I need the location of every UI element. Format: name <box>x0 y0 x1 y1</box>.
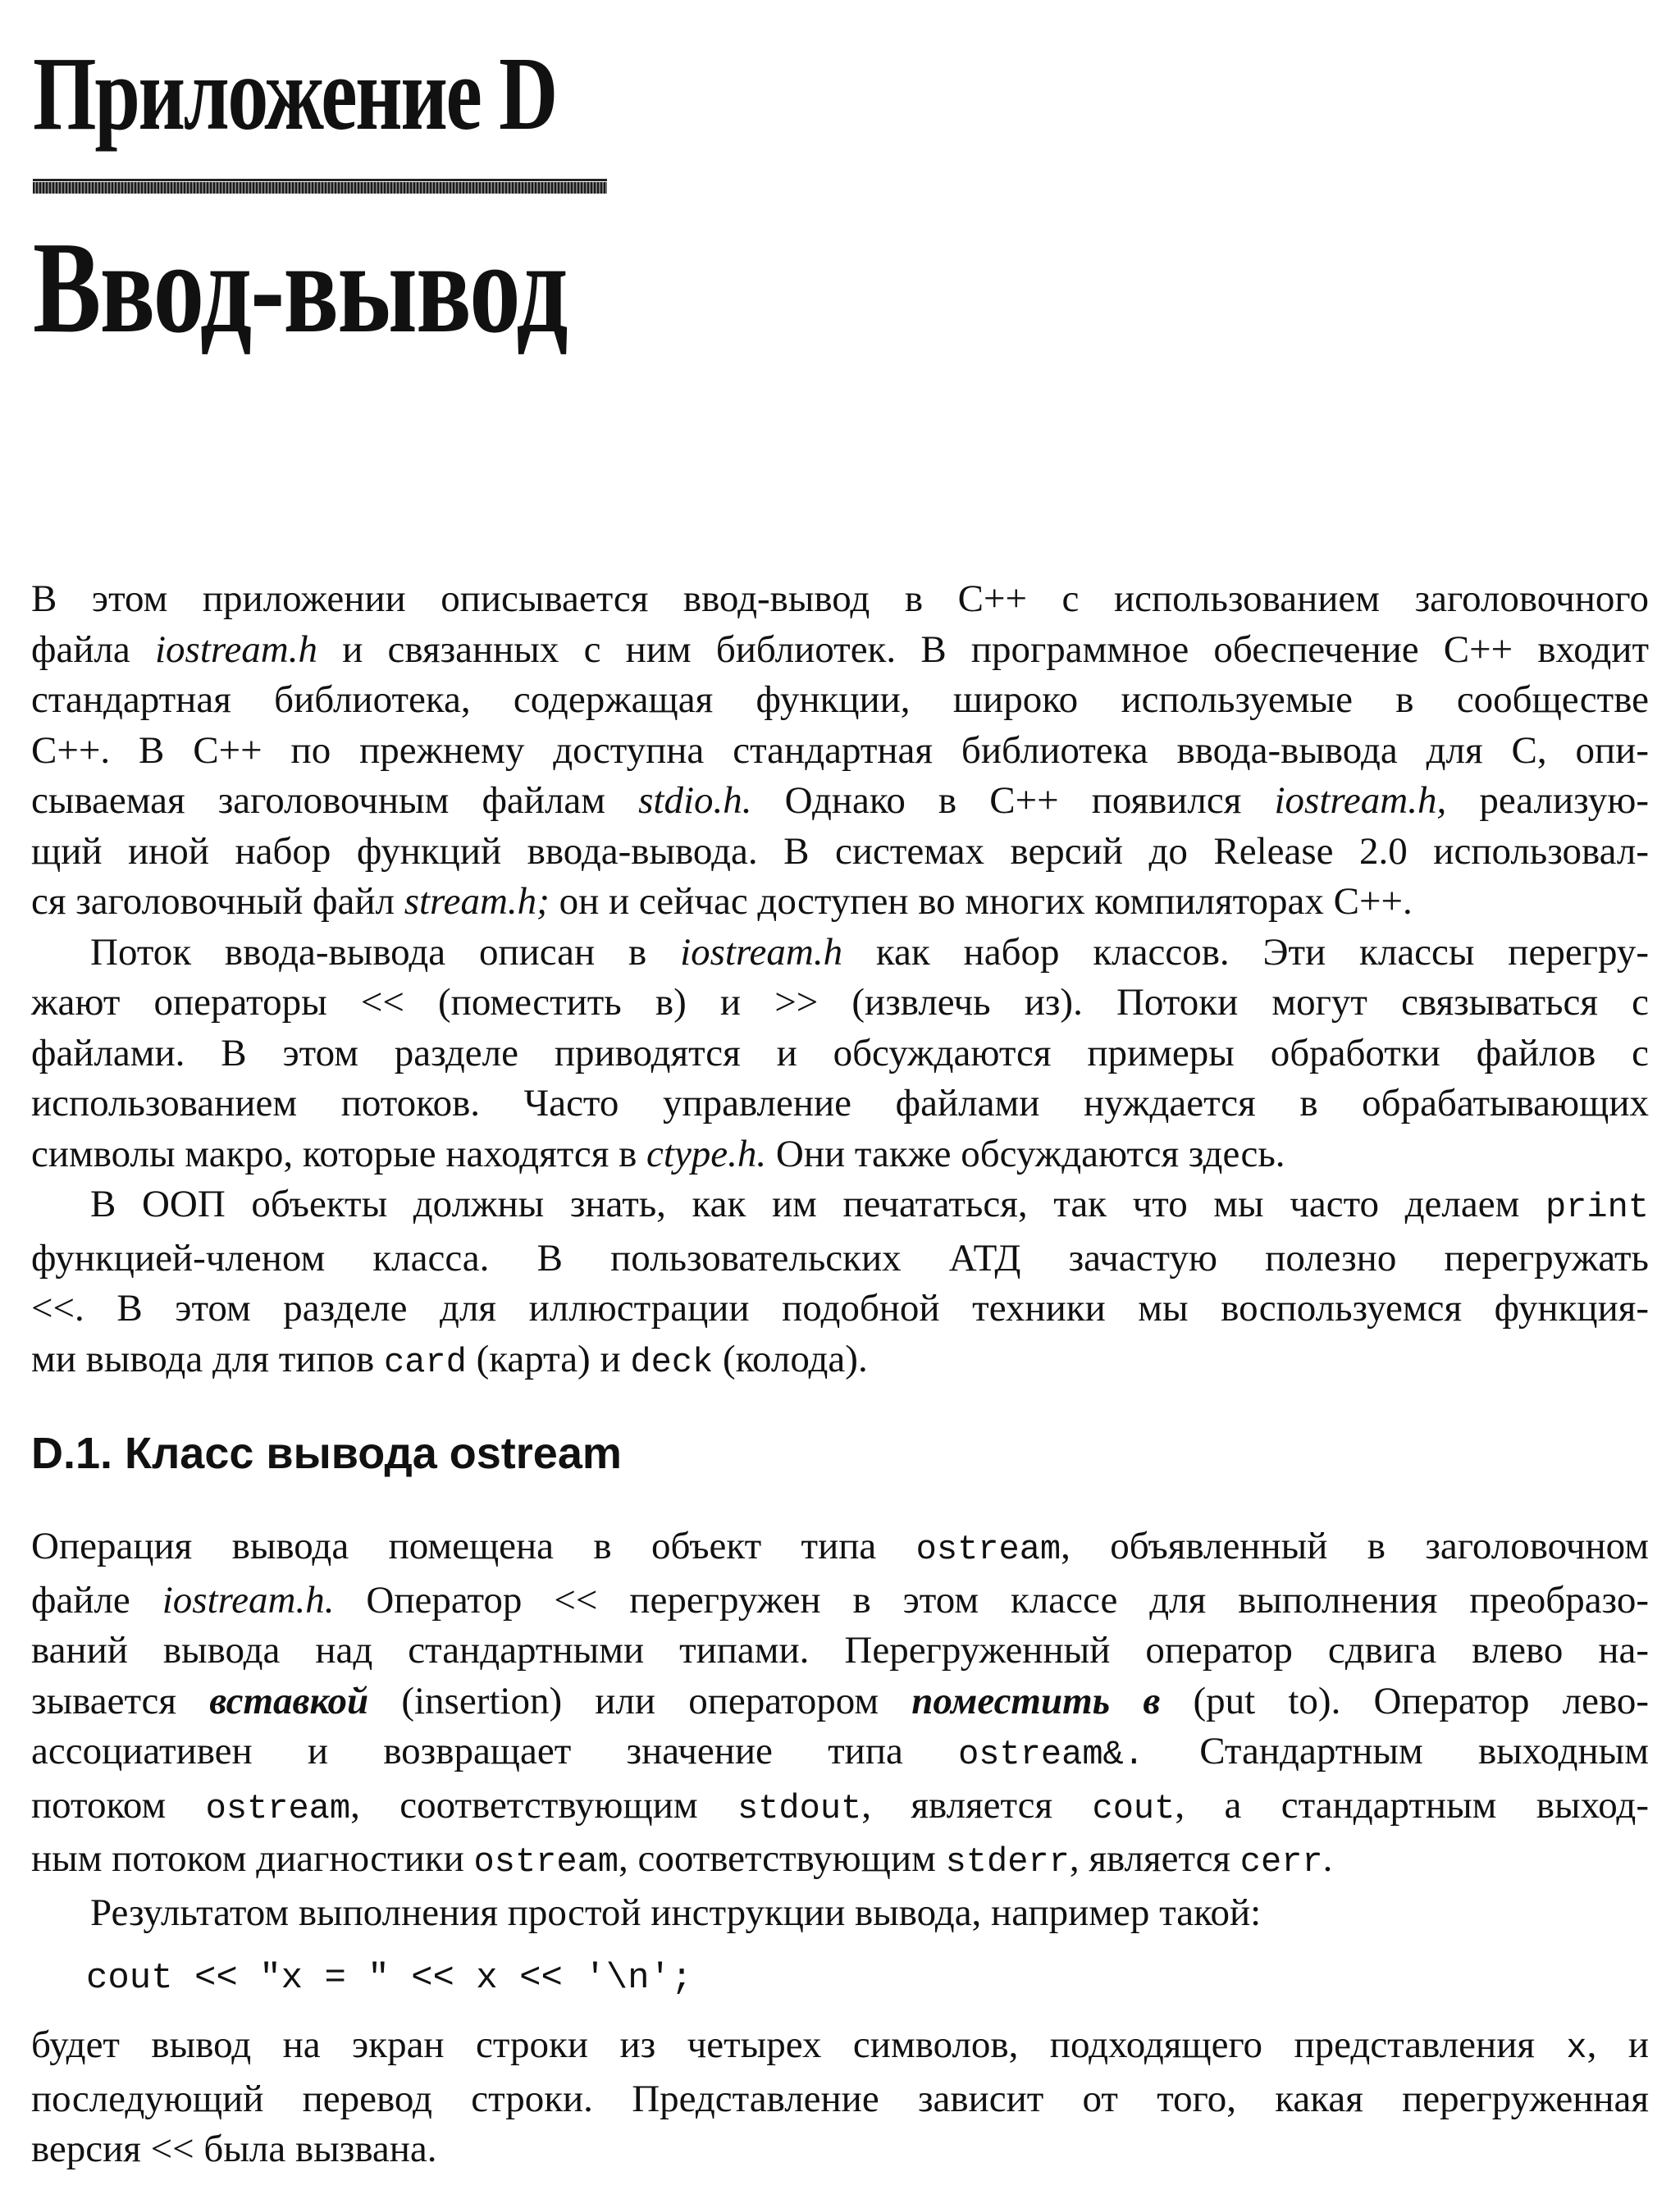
text-run: cout <box>1092 1788 1176 1828</box>
section-text-continued <box>31 2020 1649 2175</box>
text-run: print <box>1545 1188 1649 1227</box>
text-run: Оператор << перегружен в этом классе для выполнения преобразо- <box>334 1578 1649 1622</box>
text-line <box>31 1626 1649 1677</box>
text-run: , является <box>1069 1837 1240 1880</box>
text-run: вставкой <box>209 1679 369 1722</box>
text-line <box>31 726 1649 777</box>
text-run: файле <box>31 1578 162 1622</box>
text-run: ctype.h. <box>646 1132 767 1175</box>
text-run: поместить в <box>911 1679 1161 1722</box>
text-run: файлами. В этом разделе приводятся и обсуждаются примеры обработки файлов с <box>31 1031 1649 1074</box>
text-line <box>31 675 1649 726</box>
text-run: , является <box>861 1783 1093 1827</box>
text-line <box>31 1234 1649 1284</box>
text-line <box>31 877 1649 928</box>
text-run: (колода). <box>713 1337 868 1380</box>
text-run: В этом приложении описывается ввод-вывод в C++ с использованием заголовочного <box>31 577 1649 620</box>
text-line <box>31 1334 1649 1389</box>
text-line <box>31 1029 1649 1079</box>
text-run: stdout <box>737 1788 862 1828</box>
text-run: iostream.h <box>154 627 317 671</box>
text-run: символы макро, которые находятся в <box>31 1132 647 1175</box>
text-run: , и <box>1586 2023 1649 2066</box>
text-run: deck <box>630 1342 714 1382</box>
text-run: потоком <box>31 1783 206 1827</box>
text-run: Поток ввода-вывода описан в <box>90 930 681 974</box>
appendix-label: Приложение D <box>33 35 556 152</box>
intro-text <box>31 574 1649 1388</box>
text-run: (insertion) или оператором <box>368 1679 912 1722</box>
text-run: последующий перевод строки. Представление зависит от того, какая перегруженная <box>31 2077 1649 2120</box>
text-run: ostream <box>915 1530 1061 1569</box>
text-run: Они также обсуждаются здесь. <box>766 1132 1285 1175</box>
text-run: Операция вывода помещена в объект типа <box>31 1525 916 1567</box>
text-run: файла <box>31 627 155 671</box>
paragraph <box>31 1888 1649 1939</box>
text-run: использованием потоков. Часто управление файлами нуждается в обрабатывающих <box>31 1082 1649 1125</box>
text-line <box>31 1727 1649 1781</box>
paragraph <box>31 1179 1649 1388</box>
text-line <box>31 1284 1649 1334</box>
text-line <box>31 928 1649 979</box>
text-run: ным потоком диагностики <box>31 1837 474 1880</box>
text-line <box>31 1079 1649 1129</box>
chapter-title: Ввод-вывод <box>33 214 567 360</box>
section-text <box>31 1521 1649 1938</box>
text-line <box>31 1129 1649 1180</box>
text-line <box>31 2020 1649 2074</box>
code-example: cout << "x = " << x << '\n'; <box>86 1958 693 1999</box>
text-line <box>31 1179 1649 1234</box>
text-line <box>31 978 1649 1029</box>
text-line <box>31 1576 1649 1626</box>
paragraph <box>31 574 1649 928</box>
text-run: , объявленный в заголовочном <box>1061 1525 1649 1567</box>
text-run: (put to). Оператор лево- <box>1160 1679 1649 1722</box>
text-run: stdio.h. <box>638 779 752 822</box>
text-run: В ООП объекты должны знать, как им печататься, так что мы часто делаем <box>90 1183 1545 1225</box>
text-run: будет вывод на экран строки из четырех символов, подходящего представления <box>31 2023 1567 2066</box>
text-line <box>31 625 1649 676</box>
text-run: , соответствующим <box>350 1783 737 1827</box>
title-rule-hatch <box>33 182 607 194</box>
text-run: стандартная библиотека, содержащая функции, широко используемые в сообществе <box>31 678 1649 721</box>
text-run: он и сейчас доступен во многих компиляторах C++. <box>549 880 1413 923</box>
text-run: зывается <box>31 1679 210 1722</box>
paragraph <box>31 1521 1649 1888</box>
text-run: Результатом выполнения простой инструкции вывода, например такой: <box>90 1891 1262 1934</box>
text-run: как набор классов. Эти классы перегру- <box>842 930 1649 974</box>
text-run: жают операторы << (поместить в) и >> (извлечь из). Потоки могут связываться с <box>31 981 1649 1024</box>
text-run: ostream <box>473 1842 619 1882</box>
text-run: ваний вывода над стандартными типами. Перегруженный оператор сдвига влево на- <box>31 1629 1649 1672</box>
text-line <box>31 1834 1649 1888</box>
text-run: ся заголовочный файл <box>31 880 404 923</box>
text-line <box>31 574 1649 625</box>
text-run: ассоциативен и возвращает значение типа <box>31 1730 959 1772</box>
title-rule <box>33 179 607 181</box>
text-run: ostream&. <box>958 1735 1144 1774</box>
text-run: C++. В C++ по прежнему доступна стандартная библиотека ввода-вывода для C, опи- <box>31 728 1649 772</box>
paragraph <box>31 928 1649 1180</box>
text-line <box>31 1888 1649 1939</box>
text-line <box>31 2124 1649 2175</box>
text-run: stderr <box>945 1842 1070 1882</box>
text-run: iostream.h, <box>1274 779 1447 822</box>
text-run: , а стандартным выход- <box>1175 1783 1649 1827</box>
text-run: iostream.h. <box>162 1578 335 1622</box>
text-run: реализую- <box>1446 779 1649 822</box>
text-run: x <box>1566 2028 1587 2068</box>
text-run: щий иной набор функций ввода-вывода. В системах версий до Release 2.0 использовал- <box>31 829 1649 873</box>
text-run: функцией-членом класса. В пользовательских АТД зачастую полезно перегружать <box>31 1236 1649 1280</box>
text-run: iostream.h <box>680 930 843 974</box>
text-run: , соответствующим <box>618 1837 946 1880</box>
text-run: card <box>383 1342 467 1382</box>
text-line <box>31 1521 1649 1576</box>
text-run: Однако в C++ появился <box>751 779 1275 822</box>
text-run: (карта) и <box>466 1337 631 1380</box>
text-line <box>31 1677 1649 1727</box>
section-heading: D.1. Класс вывода ostream <box>31 1429 622 1478</box>
text-run: версия << была вызвана. <box>31 2128 437 2170</box>
text-line <box>31 2074 1649 2125</box>
text-run: ми вывода для типов <box>31 1337 384 1380</box>
text-run: сываемая заголовочным файлам <box>31 779 639 822</box>
text-line <box>31 776 1649 827</box>
text-run: cerr <box>1239 1842 1323 1882</box>
text-run: . <box>1322 1837 1333 1880</box>
text-run: <<. В этом разделе для иллюстрации подобной техники мы воспользуемся функция- <box>31 1287 1649 1330</box>
text-run: и связанных с ним библиотек. В программное обеспечение C++ входит <box>317 627 1649 671</box>
text-run: ostream <box>205 1788 351 1828</box>
text-run: Стандартным выходным <box>1144 1730 1649 1772</box>
text-line <box>31 1781 1649 1835</box>
text-run: stream.h; <box>404 880 550 923</box>
text-line <box>31 827 1649 878</box>
paragraph <box>31 2020 1649 2175</box>
